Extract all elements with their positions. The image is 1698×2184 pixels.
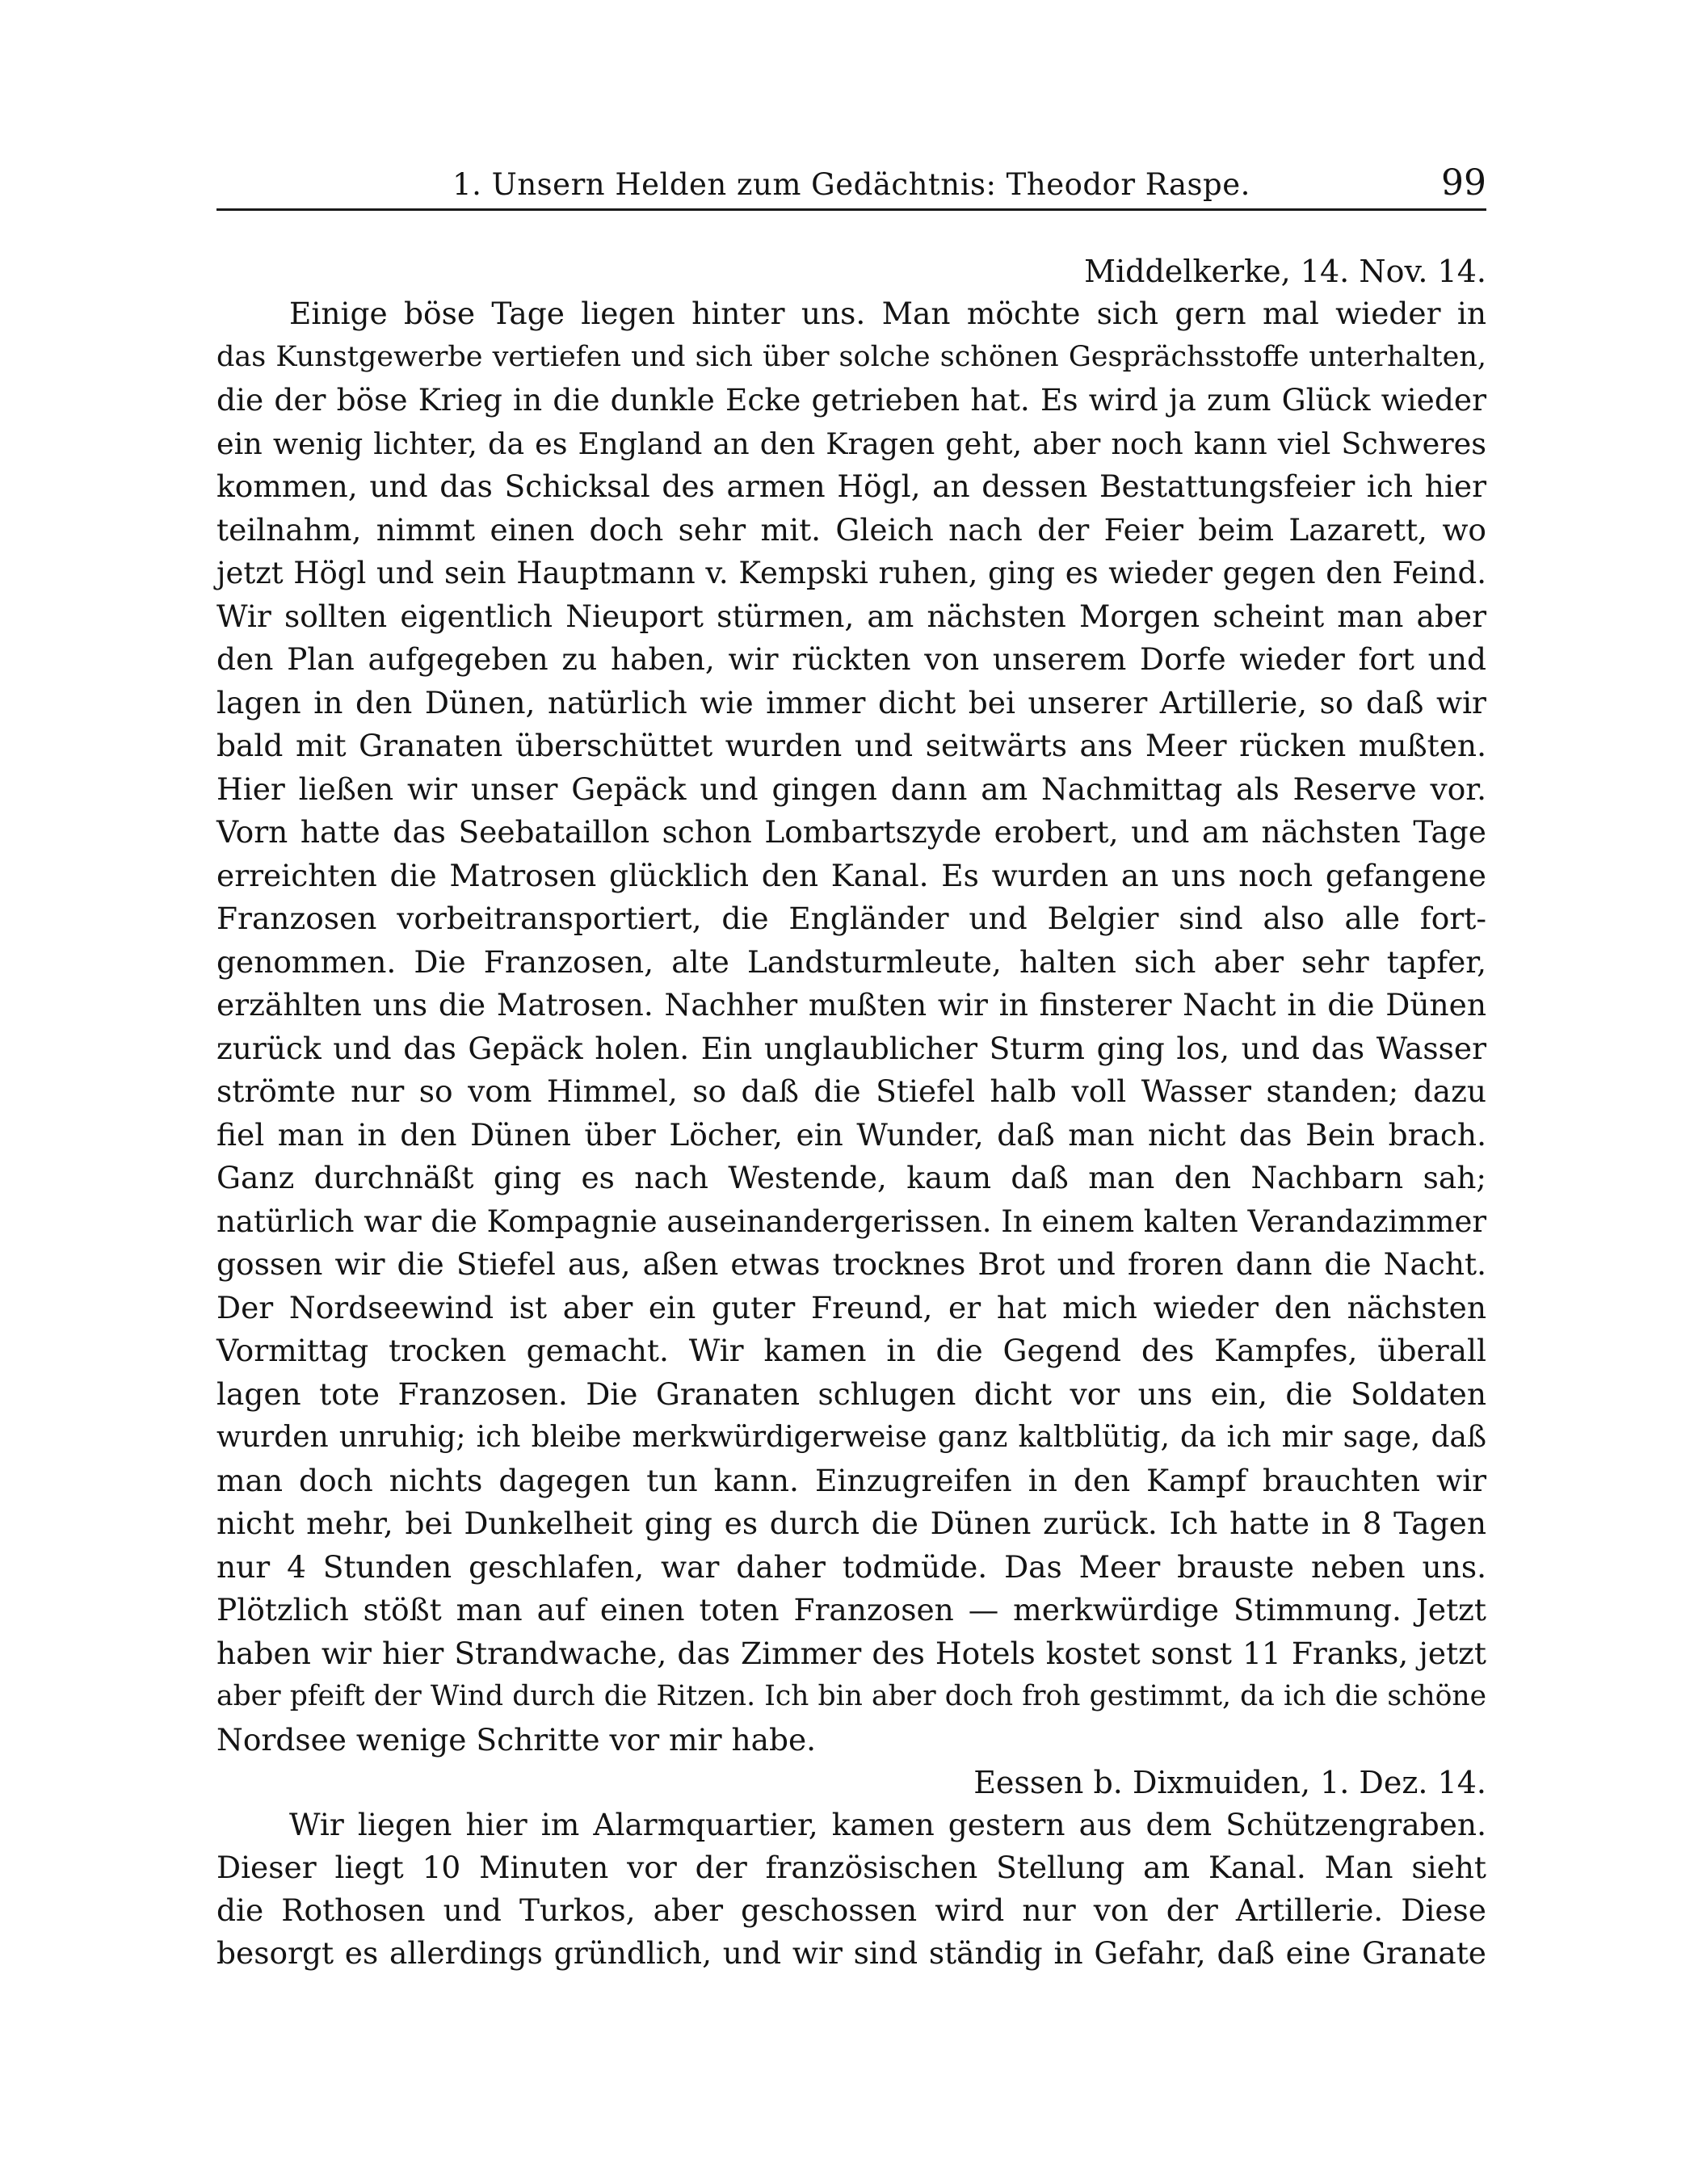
text-line: Vorn hatte das Seebataillon schon Lombartszyde erobert, und am nächsten Tage <box>216 814 1486 850</box>
running-title: 1. Unsern Helden zum Gedächtnis: Theodor Raspe. <box>452 167 1250 202</box>
text-line: Wir liegen hier im Alarmquartier, kamen gestern aus dem Schützengraben. <box>289 1807 1486 1842</box>
text-line: Vormittag trocken gemacht. Wir kamen in die Gegend des Kampfes, überall <box>216 1333 1486 1368</box>
text-line: zurück und das Gepäck holen. Ein unglaublicher Sturm ging los, und das Wasser <box>216 1030 1486 1066</box>
text-line: Franzosen vorbeitransportiert, die Engländer und Belgier sind also alle fort- <box>216 901 1486 936</box>
text-line: gossen wir die Stiefel aus, aßen etwas trocknes Brot und froren dann die Nacht. <box>216 1246 1486 1282</box>
text-line: man doch nichts dagegen tun kann. Einzugreifen in den Kampf brauchten wir <box>216 1462 1486 1498</box>
text-line: fiel man in den Dünen über Löcher, ein Wunder, daß man nicht das Bein brach. <box>216 1116 1486 1153</box>
dateline: Middelkerke, 14. Nov. 14. <box>1084 254 1486 289</box>
text-line: erzählten uns die Matrosen. Nachher mußten wir in finsterer Nacht in die Dünen <box>216 987 1486 1023</box>
letter-entry <box>216 250 1486 1762</box>
text-line: nur 4 Stunden geschlafen, war daher todmüde. Das Meer brauste neben uns. <box>216 1548 1486 1585</box>
text-line: lagen tote Franzosen. Die Granaten schlugen dicht vor uns ein, die Soldaten <box>216 1376 1486 1412</box>
text-line: nicht mehr, bei Dunkelheit ging es durch die Dünen zurück. Ich hatte in 8 Tagen <box>216 1506 1486 1541</box>
text-line: lagen in den Dünen, natürlich wie immer dicht bei unserer Artillerie, so daß wir <box>216 684 1486 720</box>
dateline: Eessen b. Dixmuiden, 1. Dez. 14. <box>973 1765 1486 1800</box>
text-line: die Rothosen und Turkos, aber geschossen wird nur von der Artillerie. Diese <box>216 1892 1486 1928</box>
text-line: jetzt Högl und sein Hauptmann v. Kempski ruhen, ging es wieder gegen den Feind. <box>216 556 1486 590</box>
text-line: Dieser liegt 10 Minuten vor der französischen Stellung am Kanal. Man sieht <box>216 1850 1486 1885</box>
text-line: haben wir hier Strandwache, das Zimmer des Hotels kostet sonst 11 Franks, jetzt <box>216 1635 1486 1671</box>
text-line: strömte nur so vom Himmel, so daß die Stiefel halb voll Wasser standen; dazu <box>216 1073 1486 1109</box>
text-line: den Plan aufgegeben zu haben, wir rückten von unserem Dorfe wieder fort und <box>216 641 1486 677</box>
text-line: besorgt es allerdings gründlich, und wir sind ständig in Gefahr, daß eine Granate <box>216 1935 1486 1971</box>
letter-entry <box>216 1762 1486 1975</box>
text-line: die der böse Krieg in die dunkle Ecke getrieben hat. Es wird ja zum Glück wieder <box>216 382 1486 418</box>
text-line: bald mit Granaten überschüttet wurden und seitwärts ans Meer rücken mußten. <box>216 728 1486 763</box>
text-line: erreichten die Matrosen glücklich den Kanal. Es wurden an uns noch gefangene <box>216 857 1486 893</box>
text-line: Einige böse Tage liegen hinter uns. Man möchte sich gern mal wieder in <box>289 296 1486 331</box>
body-text <box>216 250 1486 1975</box>
entry-paragraph <box>216 292 1486 1762</box>
page-number: 99 <box>1441 162 1486 204</box>
entry-paragraph <box>216 1804 1486 1975</box>
text-line: Wir sollten eigentlich Nieuport stürmen, am nächsten Morgen scheint man aber <box>216 598 1486 634</box>
text-line: Nordsee wenige Schritte vor mir habe. <box>216 1721 817 1758</box>
text-line: Hier ließen wir unser Gepäck und gingen dann am Nachmittag als Reserve vor. <box>216 771 1486 807</box>
text-line: ein wenig lichter, da es England an den Kragen geht, aber noch kann viel Schweres <box>216 426 1486 461</box>
text-line: genommen. Die Franzosen, alte Landsturmleute, halten sich aber sehr tapfer, <box>216 943 1486 980</box>
text-line: das Kunstgewerbe vertiefen und sich über solche schönen Gesprächsstoffe unterhalten, <box>216 340 1486 373</box>
text-line: kommen, und das Schicksal des armen Högl, an dessen Bestattungsfeier ich hier <box>216 468 1486 504</box>
page-header <box>216 162 1486 211</box>
text-line: wurden unruhig; ich bleibe merkwürdigerweise ganz kaltblütig, da ich mir sage, daß <box>216 1421 1486 1454</box>
text-line: Der Nordseewind ist aber ein guter Freund, er hat mich wieder den nächsten <box>216 1289 1486 1325</box>
text-line: aber pfeift der Wind durch die Ritzen. Ich bin aber doch froh gestimmt, da ich die schöne <box>216 1680 1486 1712</box>
text-line: teilnahm, nimmt einen doch sehr mit. Gleich nach der Feier beim Lazarett, wo <box>216 511 1486 548</box>
text-line: Plötzlich stößt man auf einen toten Franzosen — merkwürdige Stimmung. Jetzt <box>216 1592 1486 1628</box>
text-line: Ganz durchnäßt ging es nach Westende, kaum daß man den Nachbarn sah; <box>216 1160 1486 1195</box>
text-line: natürlich war die Kompagnie auseinandergerissen. In einem kalten Verandazimmer <box>216 1203 1487 1239</box>
